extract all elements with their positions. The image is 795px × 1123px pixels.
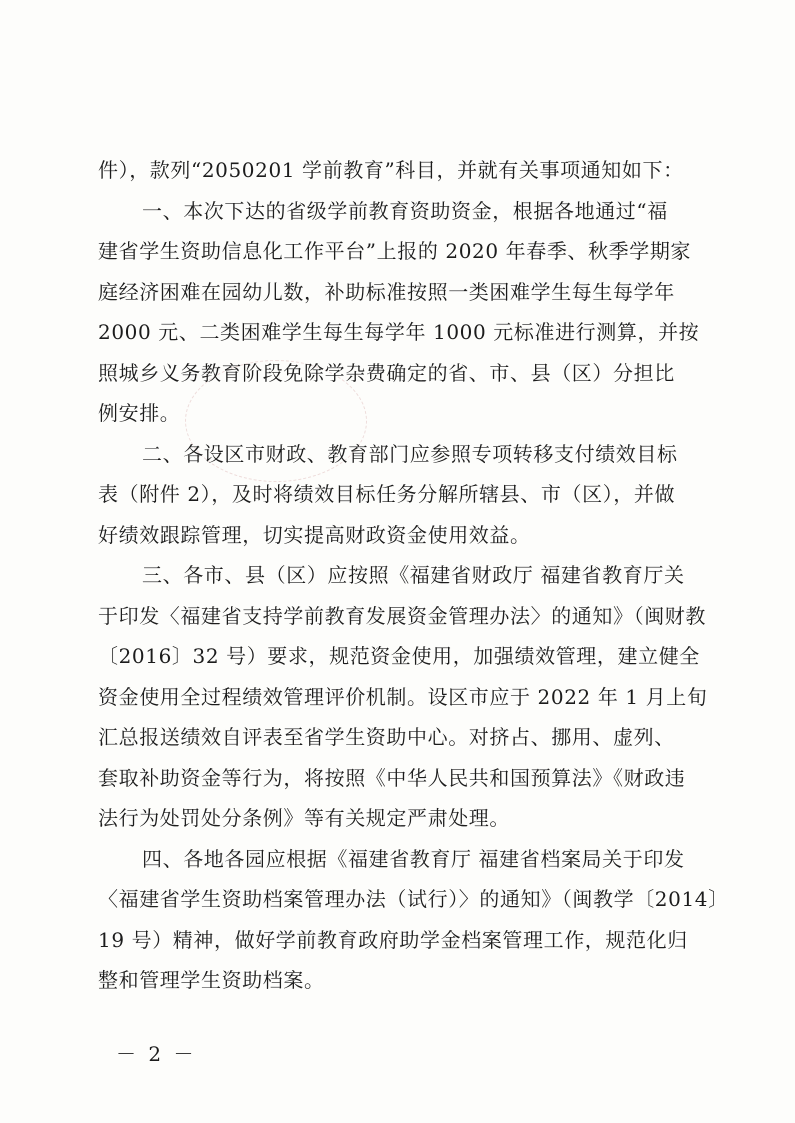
text-line: 资金使用全过程绩效管理评价机制。设区市应于 2022 年 1 月上旬 [98, 684, 708, 709]
text-line: 庭经济困难在园幼儿数，补助标准按照一类困难学生每生每学年 [98, 279, 675, 304]
text-line: 于印发〈福建省支持学前教育发展资金管理办法〉的通知》（闽财教 [98, 603, 706, 628]
document-body [98, 150, 729, 1001]
text-line: 一、本次下达的省级学前教育资助资金，根据各地通过“福 [142, 198, 668, 223]
text-line: 法行为处罚处分条例》等有关规定严肃处理。 [98, 806, 510, 830]
text-line: 2000 元、二类困难学生每生每学年 1000 元标准进行测算，并按 [98, 320, 700, 344]
text-line: 照城乡义务教育阶段免除学杂费确定的省、市、县（区）分担比 [98, 360, 675, 385]
page-number: － 2 － [116, 1042, 197, 1066]
text-line: 19 号）精神，做好学前教育政府助学金档案管理工作，规范化归 [98, 927, 688, 952]
text-line: 好绩效跟踪管理，切实提高财政资金使用效益。 [98, 522, 531, 547]
text-line: 〈福建省学生资助档案管理办法（试行）〉的通知》（闽教学〔2014〕 [98, 887, 729, 911]
text-line: 套取补助资金等行为，将按照《中华人民共和国预算法》《财政违 [98, 765, 686, 790]
text-line: 件），款列“2050201 学前教育”科目，并就有关事项通知如下： [98, 158, 684, 182]
text-line: 表（附件 2），及时将绩效目标任务分解所辖县、市（区），并做 [98, 482, 676, 506]
text-line: 四、各地各园应根据《福建省教育厅 福建省档案局关于印发 [142, 846, 685, 871]
text-line: 二、各设区市财政、教育部门应参照专项转移支付绩效目标 [142, 441, 678, 466]
text-line: 整和管理学生资助档案。 [98, 968, 325, 992]
text-line: 例安排。 [98, 401, 181, 425]
text-line: 汇总报送绩效自评表至省学生资助中心。对挤占、挪用、虚列、 [98, 725, 675, 749]
text-line: 三、各市、县（区）应按照《福建省财政厅 福建省教育厅关 [142, 563, 685, 587]
text-line: 〔2016〕32 号）要求，规范资金使用，加强绩效管理，建立健全 [98, 644, 700, 668]
text-line: 建省学生资助信息化工作平台”上报的 2020 年春季、秋季学期家 [98, 239, 692, 263]
